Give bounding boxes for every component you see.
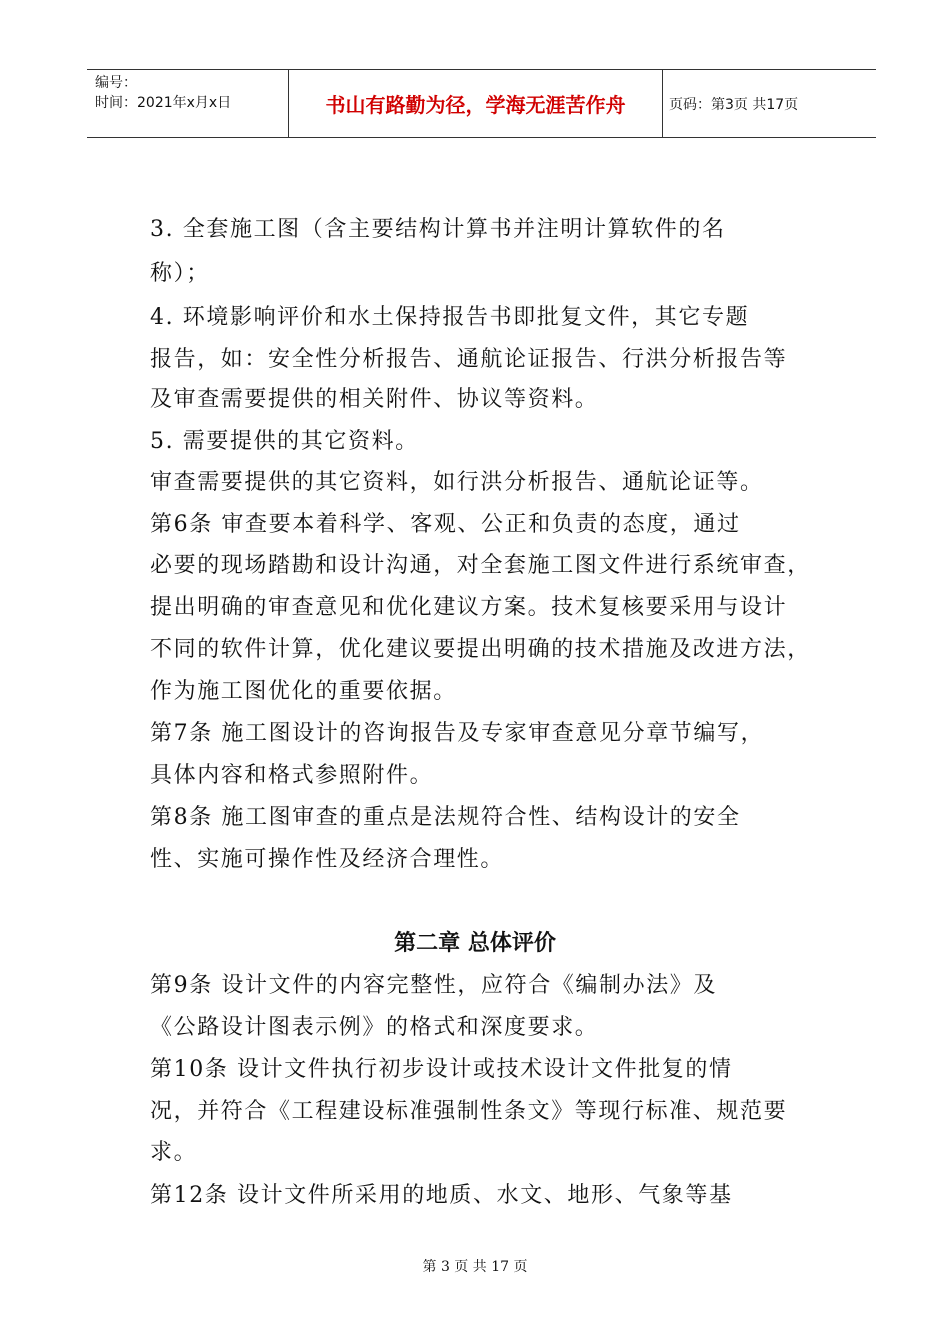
header-motto-cell [288, 70, 663, 137]
document-time-label: 时间：2021年x月x日 [95, 95, 232, 111]
page-footer: 第 3 页 共 17 页 [422, 1259, 528, 1275]
body-line: 提出明确的审查意见和优化建议方案。技术复核要采用与设计 [150, 595, 788, 620]
body-line: 3. 全套施工图（含主要结构计算书并注明计算软件的名 [150, 217, 726, 242]
body-line: 审查需要提供的其它资料，如行洪分析报告、通航论证等。 [150, 470, 764, 495]
body-line: 求。 [150, 1140, 198, 1165]
header-table [87, 69, 876, 138]
body-line: 报告，如：安全性分析报告、通航论证报告、行洪分析报告等 [150, 347, 788, 372]
header-motto: 书山有路勤为径，学海无涯苦作舟 [325, 93, 626, 117]
body-line: 第10条 设计文件执行初步设计或技术设计文件批复的情 [150, 1057, 733, 1082]
chapter-title: 第二章 总体评价 [394, 931, 556, 956]
body-line: 第9条 设计文件的内容完整性，应符合《编制办法》及 [150, 973, 717, 998]
body-line: 不同的软件计算，优化建议要提出明确的技术措施及改进方法， [150, 637, 811, 662]
body-line: 第8条 施工图审查的重点是法规符合性、结构设计的安全 [150, 805, 741, 830]
body-line: 第7条 施工图设计的咨询报告及专家审查意见分章节编写， [150, 721, 765, 746]
body-line: 5. 需要提供的其它资料。 [150, 429, 419, 454]
body-line: 具体内容和格式参照附件。 [150, 763, 434, 788]
body-line: 第6条 审查要本着科学、客观、公正和负责的态度，通过 [150, 512, 741, 537]
body-line: 4. 环境影响评价和水土保持报告书即批复文件，其它专题 [150, 305, 750, 330]
header-meta-cell [87, 70, 287, 137]
body-line: 性、实施可操作性及经济合理性。 [150, 847, 505, 872]
body-line: 《公路设计图表示例》的格式和深度要求。 [150, 1015, 599, 1040]
document-number-label: 编号： [95, 75, 137, 91]
body-line: 第12条 设计文件所采用的地质、水文、地形、气象等基 [150, 1183, 733, 1208]
body-line: 称）； [150, 261, 210, 286]
header-page-cell [663, 70, 876, 137]
body-line: 必要的现场踏勘和设计沟通，对全套施工图文件进行系统审查， [150, 553, 811, 578]
body-line: 作为施工图优化的重要依据。 [150, 679, 457, 704]
header-page-label: 页码：第3页 共17页 [669, 96, 799, 113]
body-line: 况，并符合《工程建设标准强制性条文》等现行标准、规范要 [150, 1099, 788, 1124]
body-line: 及审查需要提供的相关附件、协议等资料。 [150, 387, 599, 412]
